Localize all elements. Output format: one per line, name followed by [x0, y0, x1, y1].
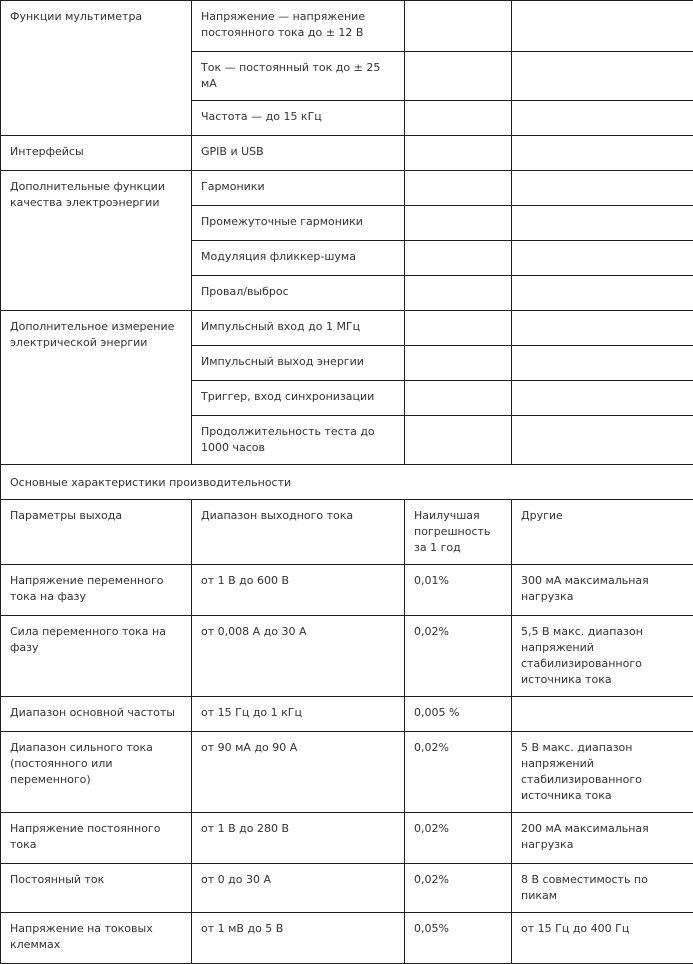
- empty-cell: [512, 171, 693, 206]
- table-cell: от 1 В до 600 В: [192, 565, 405, 616]
- empty-cell: [512, 416, 693, 465]
- feature-item-cell: Частота — до 15 кГц: [192, 101, 405, 136]
- feature-group-cell: Дополнительные функции качества электроэнергии: [1, 171, 192, 311]
- table-cell: от 1 мВ до 5 В: [192, 913, 405, 964]
- feature-item-cell: Триггер, вход синхронизации: [192, 381, 405, 416]
- table-cell: от 0,008 А до 30 А: [192, 616, 405, 697]
- table-cell: от 1 В до 280 В: [192, 813, 405, 864]
- table-cell: Сила переменного тока на фазу: [1, 616, 192, 697]
- section-title: Основные характеристики производительности: [1, 465, 693, 500]
- table-cell: 0,01%: [405, 565, 512, 616]
- empty-cell: [405, 346, 512, 381]
- table-row: [1, 697, 693, 732]
- table-row: [1, 864, 693, 913]
- table-cell: Диапазон основной частоты: [1, 697, 192, 732]
- feature-item-cell: Гармоники: [192, 171, 405, 206]
- table-cell: 0,02%: [405, 616, 512, 697]
- feature-item-cell: Импульсный вход до 1 МГц: [192, 311, 405, 346]
- feature-item-cell: Провал/выброс: [192, 276, 405, 311]
- table-cell: 0,05%: [405, 913, 512, 964]
- table-cell: Диапазон сильного тока (постоянного или переменного): [1, 732, 192, 813]
- table-cell: 0,005 %: [405, 697, 512, 732]
- empty-cell: [405, 276, 512, 311]
- table-cell: Напряжение переменного тока на фазу: [1, 565, 192, 616]
- empty-cell: [405, 311, 512, 346]
- table-cell: от 0 до 30 А: [192, 864, 405, 913]
- empty-cell: [512, 1, 693, 52]
- empty-cell: [405, 171, 512, 206]
- feature-item-cell: GPIB и USB: [192, 136, 405, 171]
- column-header: Параметры выхода: [1, 500, 192, 565]
- table-row: [1, 913, 693, 964]
- column-header: Наилучшая погрешность за 1 год: [405, 500, 512, 565]
- table-cell: 5 В макс. диапазон напряжений стабилизированного источника тока: [512, 732, 693, 813]
- empty-cell: [405, 416, 512, 465]
- table-header-row: [1, 500, 693, 565]
- empty-cell: [405, 381, 512, 416]
- empty-cell: [512, 206, 693, 241]
- empty-cell: [512, 136, 693, 171]
- feature-item-cell: Продолжительность теста до 1000 часов: [192, 416, 405, 465]
- feature-group-cell: Функции мультиметра: [1, 1, 192, 136]
- table-cell: от 90 мА до 90 А: [192, 732, 405, 813]
- table-cell: [512, 697, 693, 732]
- table-cell: 8 В совместимость по пикам: [512, 864, 693, 913]
- table-cell: 0,02%: [405, 732, 512, 813]
- table-row: [1, 813, 693, 864]
- table-cell: Напряжение постоянного тока: [1, 813, 192, 864]
- empty-cell: [512, 346, 693, 381]
- table-row: [1, 732, 693, 813]
- empty-cell: [512, 276, 693, 311]
- table-row: [1, 136, 693, 171]
- feature-item-cell: Ток — постоянный ток до ± 25 мА: [192, 52, 405, 101]
- feature-item-cell: Напряжение — напряжение постоянного тока до ± 12 В: [192, 1, 405, 52]
- table-row: [1, 1, 693, 52]
- table-row: [1, 465, 693, 500]
- table-cell: 300 мА максимальная нагрузка: [512, 565, 693, 616]
- table-row: [1, 311, 693, 346]
- feature-item-cell: Промежуточные гармоники: [192, 206, 405, 241]
- feature-group-cell: Интерфейсы: [1, 136, 192, 171]
- table-cell: 0,02%: [405, 813, 512, 864]
- table-cell: Постоянный ток: [1, 864, 192, 913]
- feature-item-cell: Модуляция фликкер-шума: [192, 241, 405, 276]
- empty-cell: [405, 206, 512, 241]
- empty-cell: [405, 136, 512, 171]
- empty-cell: [405, 241, 512, 276]
- table-cell: Напряжение на токовых клеммах: [1, 913, 192, 964]
- empty-cell: [405, 1, 512, 52]
- column-header: Другие: [512, 500, 693, 565]
- empty-cell: [405, 101, 512, 136]
- column-header: Диапазон выходного тока: [192, 500, 405, 565]
- feature-group-cell: Дополнительное измерение электрической энергии: [1, 311, 192, 465]
- table-row: [1, 616, 693, 697]
- table-cell: 0,02%: [405, 864, 512, 913]
- empty-cell: [512, 311, 693, 346]
- table-cell: от 15 Гц до 1 кГц: [192, 697, 405, 732]
- table-cell: от 15 Гц до 400 Гц: [512, 913, 693, 964]
- table-row: [1, 565, 693, 616]
- empty-cell: [512, 101, 693, 136]
- table-row: [1, 171, 693, 206]
- feature-item-cell: Импульсный выход энергии: [192, 346, 405, 381]
- empty-cell: [512, 381, 693, 416]
- table-cell: 200 мА максимальная нагрузка: [512, 813, 693, 864]
- empty-cell: [512, 52, 693, 101]
- empty-cell: [405, 52, 512, 101]
- table-cell: 5,5 В макс. диапазон напряжений стабилизированного источника тока: [512, 616, 693, 697]
- empty-cell: [512, 241, 693, 276]
